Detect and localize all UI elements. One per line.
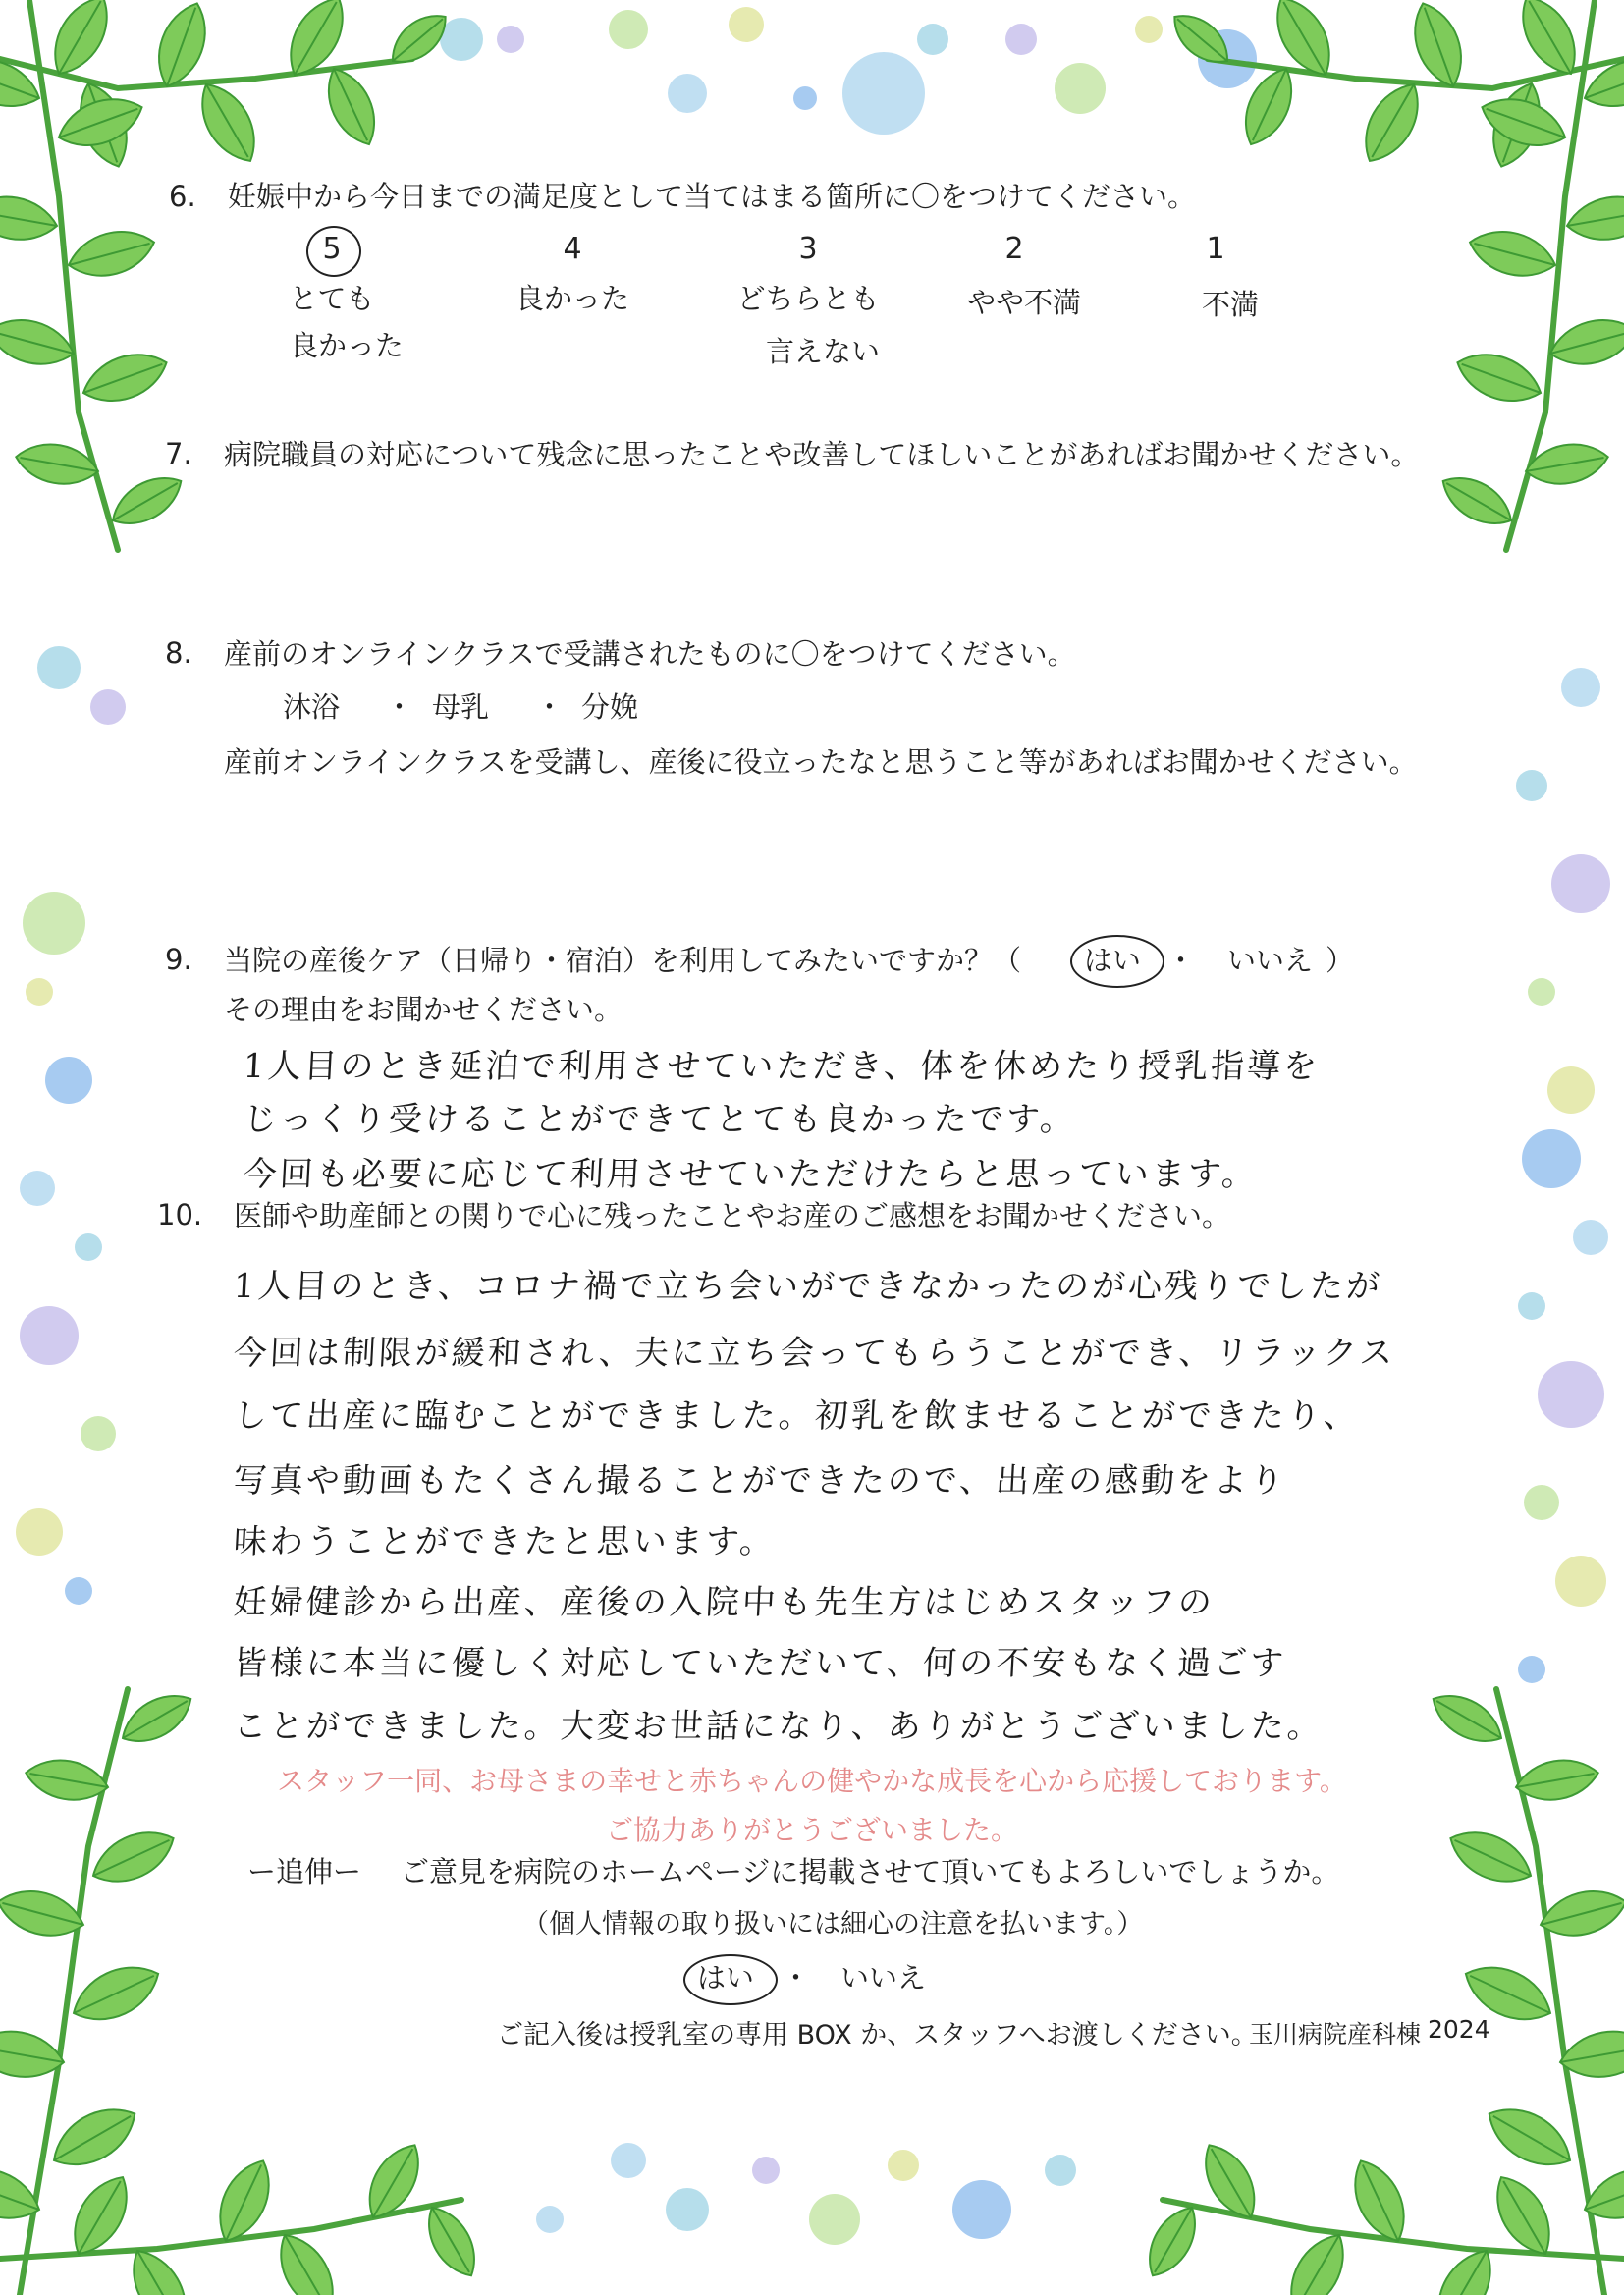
pastel-dot: [45, 1057, 92, 1104]
rating-label: 良かった: [289, 329, 404, 362]
rating-label: とても: [289, 282, 375, 315]
question-number: 6.: [169, 180, 196, 213]
pastel-dot: [1538, 1361, 1604, 1428]
no-option[interactable]: いいえ: [840, 1961, 927, 1994]
pastel-dot: [497, 26, 524, 53]
pastel-dot: [90, 689, 126, 725]
handwritten-answer-line: 今回も必要に応じて利用させていただけたらと思っています。: [242, 1155, 1260, 1194]
pastel-dot: [65, 1577, 92, 1605]
question-text: 医師や助産師との関りで心に残ったことやお産のご感想をお聞かせください。: [234, 1199, 1231, 1232]
pastel-dot: [1555, 1556, 1606, 1607]
pastel-dot: [793, 86, 817, 110]
pastel-dot: [440, 18, 483, 61]
question-number: 7.: [165, 437, 192, 470]
leaf: [0, 191, 61, 246]
separator-dot: ・: [385, 690, 414, 724]
question-text: 当院の産後ケア（日帰り・宿泊）を利用してみたいですか？（: [224, 944, 1022, 977]
pastel-dot: [16, 1508, 63, 1556]
separator-dot: ・: [1166, 944, 1196, 977]
rating-value-3[interactable]: 3: [798, 232, 818, 266]
pastel-dot: [1551, 854, 1610, 913]
rating-label: 良かった: [514, 282, 629, 315]
leaf: [64, 222, 160, 285]
rating-label: 不満: [1201, 288, 1259, 321]
handwritten-answer-line: 今回は制限が緩和され、夫に立ち会ってもらうことができ、リラックス: [232, 1334, 1397, 1373]
leaf: [1137, 2199, 1207, 2284]
leaf: [1352, 75, 1432, 172]
leaf: [1478, 2095, 1581, 2179]
thanks-message: スタッフ一同、お母さまの幸せと赤ちゃんの健やかな成長を心から応援しております。: [277, 1765, 1347, 1797]
handwritten-answer-line: して出産に臨むことができました。初乳を飲ませることができたり、: [232, 1396, 1361, 1436]
pastel-dot: [1518, 1292, 1545, 1320]
rating-value-1[interactable]: 1: [1206, 232, 1225, 266]
leaf: [1563, 191, 1624, 246]
rating-label: どちらとも: [736, 282, 880, 315]
pastel-dot: [952, 2180, 1011, 2239]
closing-paren: ）: [1326, 944, 1355, 977]
pastel-dot: [1516, 770, 1547, 801]
pastel-dot: [1528, 978, 1555, 1006]
pastel-dot: [668, 74, 707, 113]
question-text: 産前のオンラインクラスで受講されたものに〇をつけてください。: [224, 637, 1076, 671]
rating-value-2[interactable]: 2: [1004, 232, 1024, 266]
leaf: [0, 310, 79, 373]
handwritten-answer-line: ことができました。大変お世話になり、ありがとうございました。: [232, 1707, 1325, 1746]
leaf: [104, 465, 189, 535]
yes-option[interactable]: はい: [1084, 944, 1142, 977]
leaf: [1435, 465, 1520, 535]
leaf: [43, 2095, 146, 2179]
pastel-dot: [20, 1306, 79, 1365]
question-number: 9.: [165, 943, 192, 976]
pastel-dot: [1561, 668, 1600, 707]
rating-label: やや不満: [966, 286, 1081, 319]
hospital-name: 玉川病院産科棟: [1249, 2020, 1422, 2049]
leaf: [1545, 310, 1624, 373]
pastel-dot: [1135, 16, 1163, 43]
rating-value-4[interactable]: 4: [563, 232, 582, 266]
pastel-dot: [752, 2157, 780, 2184]
class-option-breastfeeding[interactable]: 母乳: [432, 690, 490, 724]
handwritten-answer-line: 写真や動画もたくさん撮ることができたので、出産の感動をより: [232, 1461, 1288, 1501]
pastel-dot: [1524, 1485, 1559, 1520]
pastel-dot: [1518, 1656, 1545, 1683]
leaf: [1403, 0, 1472, 93]
pastel-dot: [536, 2206, 564, 2233]
question-followup: 産前オンラインクラスを受講し、産後に役立ったなと思うこと等があればお聞かせください。: [224, 745, 1418, 779]
handwritten-answer-line: 妊婦健診から出産、産後の入院中も先生方はじめスタッフの: [232, 1583, 1216, 1622]
question-text: 病院職員の対応について残念に思ったことや改善してほしいことがあればお聞かせください。: [224, 438, 1420, 471]
rating-label: 言えない: [765, 335, 880, 368]
rating-value-5[interactable]: 5: [322, 232, 342, 266]
yes-option[interactable]: はい: [697, 1961, 755, 1994]
pastel-dot: [609, 10, 648, 49]
handwritten-answer-line: 味わうことができたと思います。: [232, 1522, 778, 1561]
handwritten-answer-line: 1人目のとき、コロナ禍で立ち会いができなかったのが心残りでしたが: [232, 1267, 1384, 1306]
leaf: [189, 75, 268, 172]
pastel-dot: [729, 7, 764, 42]
reason-prompt: その理由をお聞かせください。: [224, 993, 623, 1026]
leaf: [1450, 343, 1547, 411]
pastel-dot: [809, 2194, 860, 2245]
pastel-dot: [75, 1233, 102, 1261]
pastel-dot: [20, 1171, 55, 1206]
pastel-dot: [666, 2188, 709, 2231]
pastel-dot: [1522, 1129, 1581, 1188]
leaf: [316, 61, 386, 153]
leaf: [77, 343, 174, 411]
class-option-bath[interactable]: 沐浴: [283, 690, 341, 724]
pastel-dot: [1045, 2155, 1076, 2186]
question-number: 8.: [165, 636, 192, 670]
pastel-dot: [26, 978, 53, 1006]
pastel-dot: [888, 2150, 919, 2181]
leaf: [416, 2199, 486, 2284]
leaf: [64, 1953, 167, 2033]
pastel-dot: [611, 2143, 646, 2178]
pastel-dot: [1547, 1066, 1595, 1114]
no-option[interactable]: いいえ: [1227, 944, 1314, 977]
thanks-closing: ご協力ありがとうございました。: [605, 1814, 1018, 1846]
separator-dot: ・: [782, 1961, 811, 1994]
leaf: [1465, 222, 1561, 285]
pastel-dot: [1055, 63, 1106, 114]
pastel-dot: [23, 892, 85, 955]
handwritten-answer-line: 皆様に本当に優しく対応していただいて、何の不安もなく過ごす: [232, 1644, 1288, 1683]
question-text: 妊娠中から今日までの満足度として当てはまる箇所に〇をつけてください。: [228, 180, 1197, 213]
pastel-dot: [1005, 24, 1037, 55]
class-option-delivery[interactable]: 分娩: [581, 690, 639, 724]
postscript-question: ご意見を病院のホームページに掲載させて頂いてもよろしいでしょうか。: [401, 1855, 1340, 1888]
year: 2024: [1428, 2015, 1490, 2044]
question-number: 10.: [157, 1198, 203, 1231]
pastel-dot: [81, 1416, 116, 1451]
postscript-label: ー追伸ー: [247, 1855, 362, 1888]
pastel-dot: [1573, 1220, 1608, 1255]
separator-dot: ・: [535, 690, 565, 724]
privacy-note: （個人情報の取り扱いには細心の注意を払います。）: [522, 1909, 1144, 1940]
submission-instruction: ご記入後は授乳室の専用 BOX か、スタッフへお渡しください。: [497, 2020, 1258, 2050]
handwritten-answer-line: 1人目のとき延泊で利用させていただき、体を休めたり授乳指導を: [242, 1047, 1322, 1086]
pastel-dot: [37, 646, 81, 689]
pastel-dot: [842, 52, 925, 135]
pastel-dot: [917, 24, 948, 55]
handwritten-answer-line: じっくり受けることができてとても良かったです。: [242, 1100, 1078, 1139]
